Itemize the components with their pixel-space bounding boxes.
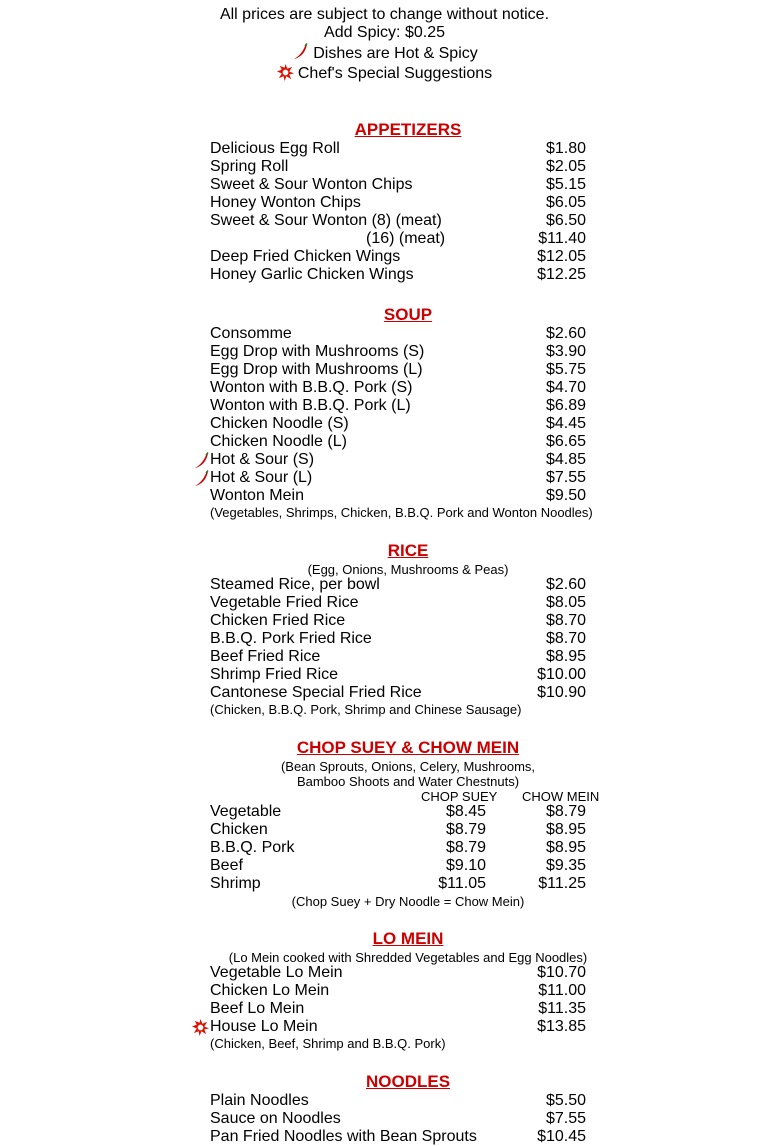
item-price-chop-suey: $8.45 <box>445 803 486 820</box>
menu-row <box>210 140 586 158</box>
menu-row <box>210 1092 586 1110</box>
item-name: Chicken Fried Rice <box>210 612 346 629</box>
menu-row <box>210 433 586 451</box>
chef-legend <box>0 64 769 87</box>
item-name: Wonton with B.B.Q. Pork (L) <box>210 397 411 414</box>
item-price-chow-mein: $9.35 <box>545 857 586 874</box>
soup-note: (Vegetables, Shrimps, Chicken, B.B.Q. Pork and Wonton Noodles) <box>210 505 593 520</box>
item-price: $6.65 <box>545 433 586 450</box>
item-price: $2.60 <box>545 325 586 342</box>
menu-row <box>210 630 586 648</box>
menu-row <box>210 487 586 505</box>
item-name: Hot & Sour (S) <box>210 451 315 468</box>
menu-row <box>210 158 586 176</box>
item-price: $4.70 <box>545 379 586 396</box>
item-name: Hot & Sour (L) <box>210 469 313 486</box>
menu-row <box>210 325 586 343</box>
item-name: (16) (meat) <box>366 230 446 247</box>
item-price: $11.40 <box>538 230 586 247</box>
menu-row <box>210 821 586 839</box>
menu-row <box>210 803 586 821</box>
item-price: $5.15 <box>545 176 586 193</box>
item-name: Chicken Noodle (S) <box>210 415 349 432</box>
item-price-chop-suey: $11.05 <box>438 875 486 892</box>
menu-row <box>210 1018 586 1036</box>
rice-subtitle: (Egg, Onions, Mushrooms & Peas) <box>307 562 509 577</box>
item-price: $8.70 <box>545 612 586 629</box>
item-price: $6.50 <box>545 212 586 229</box>
item-name: Beef Lo Mein <box>210 1000 305 1017</box>
chopsuey-title: CHOP SUEY & CHOW MEIN <box>296 738 520 757</box>
hot-legend-label: Dishes are Hot & Spicy <box>313 45 478 62</box>
menu-row <box>210 1110 586 1128</box>
item-price: $5.50 <box>545 1092 586 1109</box>
menu-row <box>210 576 586 594</box>
menu-row <box>210 230 586 248</box>
item-price: $9.50 <box>545 487 586 504</box>
menu-row <box>210 212 586 230</box>
item-name: Beef Fried Rice <box>210 648 321 665</box>
chopsuey-subtitle-2: Bamboo Shoots and Water Chestnuts) <box>296 774 520 789</box>
item-price: $13.85 <box>537 1018 586 1035</box>
item-name: Wonton with B.B.Q. Pork (S) <box>210 379 413 396</box>
item-name: Chicken Noodle (L) <box>210 433 347 450</box>
noodles-title: NOODLES <box>365 1072 451 1091</box>
menu-row <box>210 176 586 194</box>
lomein-note: (Chicken, Beef, Shrimp and B.B.Q. Pork) <box>210 1036 446 1051</box>
item-price-chow-mein: $8.79 <box>545 803 586 820</box>
chopsuey-subtitle-1: (Bean Sprouts, Onions, Celery, Mushrooms, <box>280 759 536 774</box>
column-header-chow-mein: CHOW MEIN <box>522 789 600 804</box>
item-name: Delicious Egg Roll <box>210 140 340 157</box>
menu-row <box>210 839 586 857</box>
item-price: $8.95 <box>545 648 586 665</box>
item-name: House Lo Mein <box>210 1018 318 1035</box>
menu-row <box>210 379 586 397</box>
column-header-chop-suey: CHOP SUEY <box>421 789 498 804</box>
item-price-chop-suey: $8.79 <box>445 839 486 856</box>
item-price-chop-suey: $8.79 <box>445 821 486 838</box>
item-price: $3.90 <box>545 343 586 360</box>
chef-legend-label: Chef's Special Suggestions <box>297 65 493 82</box>
item-name: Spring Roll <box>210 158 289 175</box>
menu-row <box>210 266 586 284</box>
item-price: $12.05 <box>537 248 586 265</box>
soup-title: SOUP <box>383 305 433 324</box>
item-price: $10.70 <box>537 964 586 981</box>
chef-special-star-icon <box>277 64 294 87</box>
item-name: B.B.Q. Pork <box>210 839 295 856</box>
rice-title: RICE <box>387 541 429 560</box>
menu-row <box>210 415 586 433</box>
menu-row <box>210 194 586 212</box>
item-name: Vegetable <box>210 803 282 820</box>
menu-row <box>210 361 586 379</box>
item-name: Honey Garlic Chicken Wings <box>210 266 414 283</box>
item-price: $11.35 <box>538 1000 586 1017</box>
item-price: $4.45 <box>545 415 586 432</box>
item-name: Cantonese Special Fried Rice <box>210 684 422 701</box>
item-price: $10.00 <box>537 666 586 683</box>
item-price: $10.90 <box>537 684 586 701</box>
item-price: $4.85 <box>545 451 586 468</box>
item-name: Egg Drop with Mushrooms (S) <box>210 343 425 360</box>
menu-row <box>210 397 586 415</box>
item-name: Beef <box>210 857 243 874</box>
item-name: Deep Fried Chicken Wings <box>210 248 401 265</box>
item-name: Wonton Mein <box>210 487 304 504</box>
item-price: $11.00 <box>538 982 586 999</box>
item-name: Chicken Lo Mein <box>210 982 330 999</box>
menu-row <box>210 666 586 684</box>
menu-row <box>210 469 586 487</box>
item-price: $2.05 <box>545 158 586 175</box>
item-name: Vegetable Lo Mein <box>210 964 343 981</box>
item-name: Sweet & Sour Wonton Chips <box>210 176 413 193</box>
chopsuey-note: (Chop Suey + Dry Noodle = Chow Mein) <box>291 894 525 909</box>
item-name: Sweet & Sour Wonton (8) (meat) <box>210 212 442 229</box>
item-price: $2.60 <box>545 576 586 593</box>
menu-row <box>210 1128 586 1146</box>
item-name: Shrimp Fried Rice <box>210 666 339 683</box>
item-price: $1.80 <box>545 140 586 157</box>
item-price-chow-mein: $11.25 <box>538 875 586 892</box>
item-name: Pan Fried Noodles with Bean Sprouts <box>210 1128 477 1145</box>
item-price-chow-mein: $8.95 <box>545 821 586 838</box>
item-name: Egg Drop with Mushrooms (L) <box>210 361 423 378</box>
item-price: $10.45 <box>537 1128 586 1145</box>
item-name: B.B.Q. Pork Fried Rice <box>210 630 372 647</box>
menu-row <box>210 343 586 361</box>
appetizers-title: APPETIZERS <box>354 120 462 139</box>
item-name: Honey Wonton Chips <box>210 194 361 211</box>
menu-row <box>210 982 586 1000</box>
item-price: $6.89 <box>545 397 586 414</box>
item-price: $7.55 <box>545 469 586 486</box>
item-price: $6.05 <box>545 194 586 211</box>
item-price-chop-suey: $9.10 <box>445 857 486 874</box>
lomein-title: LO MEIN <box>372 929 444 948</box>
menu-row <box>210 964 586 982</box>
item-name: Steamed Rice, per bowl <box>210 576 380 593</box>
item-name: Chicken <box>210 821 268 838</box>
chef-special-star-icon <box>192 1019 209 1041</box>
item-price: $8.70 <box>545 630 586 647</box>
lomein-subtitle: (Lo Mein cooked with Shredded Vegetables and Egg Noodles) <box>228 950 588 965</box>
item-name: Vegetable Fried Rice <box>210 594 359 611</box>
menu-row <box>210 451 586 469</box>
menu-row <box>210 684 586 702</box>
item-name: Shrimp <box>210 875 261 892</box>
item-price: $7.55 <box>545 1110 586 1127</box>
item-price: $8.05 <box>545 594 586 611</box>
item-name: Consomme <box>210 325 292 342</box>
price-notice: All prices are subject to change without notice. <box>219 6 550 23</box>
menu-row <box>210 875 586 893</box>
add-spicy-note: Add Spicy: $0.25 <box>324 24 445 41</box>
chili-pepper-icon <box>192 470 210 493</box>
menu-row <box>210 248 586 266</box>
menu-row <box>210 1000 586 1018</box>
item-price: $12.25 <box>537 266 586 283</box>
item-name: Plain Noodles <box>210 1092 309 1109</box>
item-price-chow-mein: $8.95 <box>545 839 586 856</box>
item-name: Sauce on Noodles <box>210 1110 341 1127</box>
menu-row <box>210 648 586 666</box>
menu-row <box>210 857 586 875</box>
menu-row <box>210 612 586 630</box>
rice-note: (Chicken, B.B.Q. Pork, Shrimp and Chinese Sausage) <box>210 702 522 717</box>
menu-row <box>210 594 586 612</box>
item-price: $5.75 <box>545 361 586 378</box>
